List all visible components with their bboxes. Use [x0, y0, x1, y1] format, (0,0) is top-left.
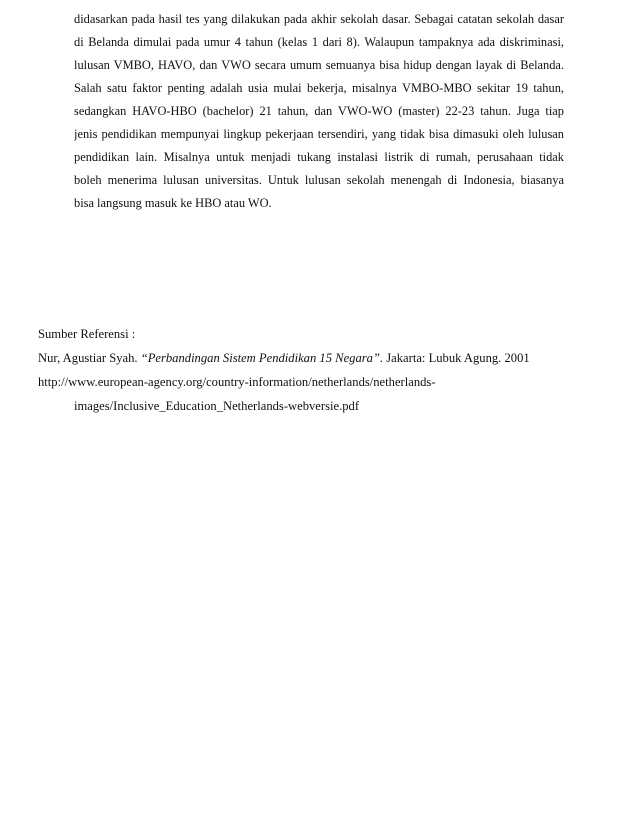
paragraph-line: di Belanda dimulai pada umur 4 tahun (kelas 1 dari 8). Walaupun tampaknya ada diskriminasi,	[74, 35, 564, 49]
references-section	[38, 322, 578, 418]
reference-entry-book	[38, 346, 578, 370]
reference-author: Nur, Agustiar Syah.	[38, 351, 141, 365]
reference-publisher: Jakarta: Lubuk Agung. 2001	[383, 351, 530, 365]
paragraph-line: didasarkan pada hasil tes yang dilakukan pada akhir sekolah dasar. Sebagai catatan sekolah dasar	[74, 12, 564, 26]
paragraph-line: lulusan VMBO, HAVO, dan VWO secara umum semuanya bisa hidup dengan layak di Belanda.	[74, 58, 564, 72]
reference-url-line2: images/Inclusive_Education_Netherlands-webversie.pdf	[74, 399, 360, 413]
body-paragraph	[74, 8, 564, 215]
paragraph-line: bisa langsung masuk ke HBO atau WO.	[74, 196, 272, 210]
paragraph-line: jenis pendidikan mempunyai lingkup pekerjaan tersendiri, yang tidak bisa dimasuki oleh lulusan	[74, 127, 564, 141]
paragraph-line: Salah satu faktor penting adalah usia mulai bekerja, misalnya VMBO-MBO sekitar 19 tahun,	[74, 81, 564, 95]
references-heading: Sumber Referensi :	[38, 327, 136, 341]
reference-url-line1: http://www.european-agency.org/country-information/netherlands/netherlands-	[38, 375, 436, 389]
reference-title: “Perbandingan Sistem Pendidikan 15 Negara”.	[140, 351, 384, 365]
paragraph-line: pendidikan lain. Misalnya untuk menjadi tukang instalasi listrik di rumah, perusahaan tidak	[74, 150, 564, 164]
paragraph-line: sedangkan HAVO-HBO (bachelor) 21 tahun, dan VWO-WO (master) 22-23 tahun. Juga tiap	[74, 104, 564, 118]
paragraph-line: boleh menerima lulusan universitas. Untuk lulusan sekolah menengah di Indonesia, biasanya	[74, 173, 564, 187]
